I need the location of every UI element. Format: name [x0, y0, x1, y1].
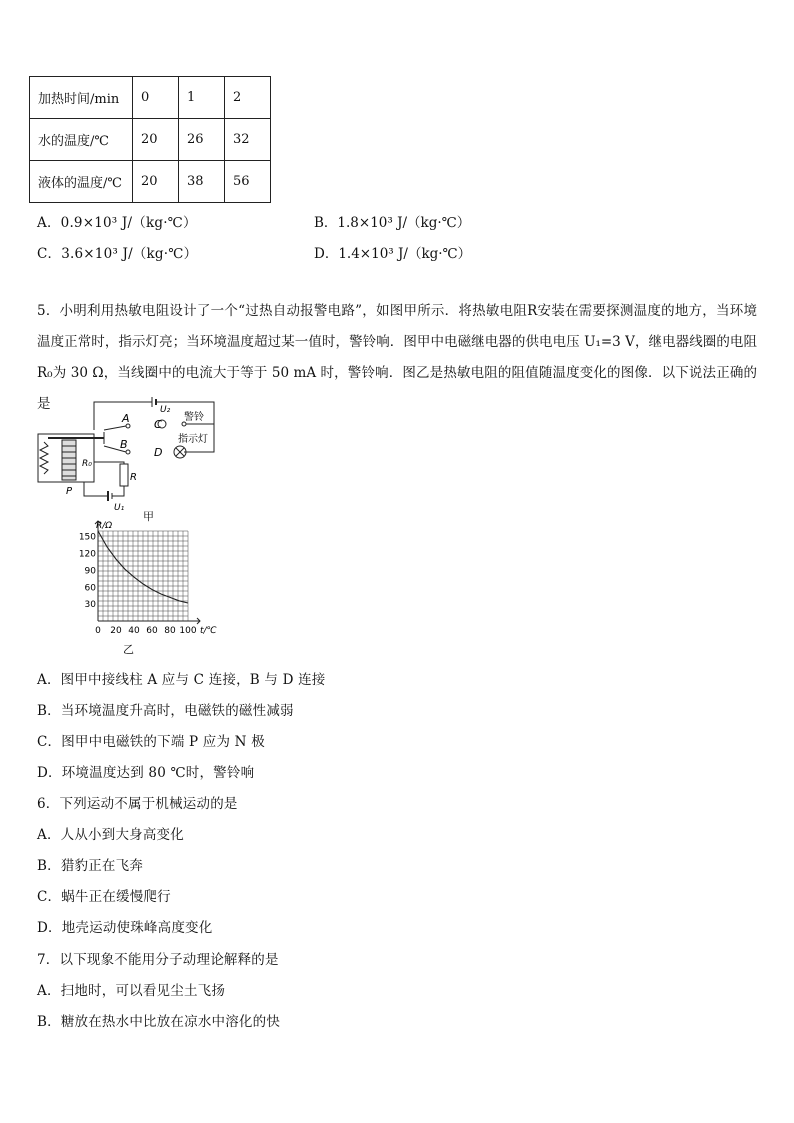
- label-a: A: [122, 412, 130, 425]
- q4-option-b: B．1.8×10³ J/（kg·℃）: [314, 215, 471, 231]
- table-cell: 液体的温度/℃: [30, 161, 133, 203]
- label-lamp: 指示灯: [178, 434, 208, 445]
- x-tick-label: 100: [179, 626, 197, 636]
- y-tick-label: 60: [84, 583, 96, 594]
- q4-option-d: D．1.4×10³ J/（kg·℃）: [314, 246, 472, 262]
- chart-axes: [95, 521, 200, 624]
- data-table: [29, 76, 271, 203]
- x-tick-label: 40: [128, 626, 140, 636]
- q5-option-a: A．图甲中接线柱 A 应与 C 连接，B 与 D 连接: [37, 672, 326, 688]
- table-cell: 水的温度/℃: [30, 119, 133, 161]
- label-u2: U₂: [160, 405, 171, 415]
- chart-grid: [98, 531, 188, 621]
- table-cell: 20: [133, 161, 179, 203]
- label-c: C: [154, 418, 162, 431]
- q6-option-c: C．蜗牛正在缓慢爬行: [37, 889, 171, 905]
- q6-stem: 6．下列运动不属于机械运动的是: [37, 796, 238, 812]
- table-cell: 56: [225, 161, 271, 203]
- q6-option-b: B．猎豹正在飞奔: [37, 858, 144, 874]
- label-b: B: [120, 438, 128, 451]
- table-cell: 20: [133, 119, 179, 161]
- q5-option-b: B．当环境温度升高时，电磁铁的磁性减弱: [37, 703, 294, 719]
- q5-option-d: D．环境温度达到 80 ℃时，警铃响: [37, 765, 255, 781]
- x-tick-label: 0: [95, 626, 101, 636]
- table-cell: 0: [133, 77, 179, 119]
- label-r0: R₀: [82, 459, 92, 469]
- q6-option-a: A．人从小到大身高变化: [37, 827, 184, 843]
- x-tick-label: 60: [146, 626, 158, 636]
- q6-option-d: D．地壳运动使珠峰高度变化: [37, 920, 213, 936]
- table-cell: 32: [225, 119, 271, 161]
- label-u1: U₁: [114, 503, 125, 512]
- q7-stem: 7．以下现象不能用分子动理论解释的是: [37, 952, 279, 968]
- axis-lines: [95, 521, 200, 624]
- q7-option-b: B．糖放在热水中比放在凉水中溶化的快: [37, 1014, 281, 1030]
- table-cell: 加热时间/min: [30, 77, 133, 119]
- q5-stem: 5．小明利用热敏电阻设计了一个“过热自动报警电路”，如图甲所示．将热敏电阻R安装在需要探测温度的地方，当环境温度正常时，指示灯亮；当环境温度超过某一值时，警铃响．图甲中电磁继电器的供电电压 U₁=3 V，继电器线圈的电阻 R₀为 30 Ω，当线圈中的电流大于等于 50 mA 时，警铃响．图乙是热敏电阻的阻值随温度变化的图像．以下说法正确的是: [37, 303, 757, 412]
- table-row: [30, 161, 271, 203]
- circuit-diagram: [34, 392, 224, 512]
- y-tick-label: 120: [78, 549, 96, 560]
- table-cell: 26: [179, 119, 225, 161]
- figure-caption-jia: 甲: [143, 510, 154, 523]
- chart-x-label: t/℃: [200, 626, 217, 636]
- table-row: [30, 119, 271, 161]
- table-row: [30, 77, 271, 119]
- label-r: R: [130, 472, 137, 483]
- label-d: D: [154, 446, 163, 459]
- x-tick-label: 20: [110, 626, 122, 636]
- q5-option-c: C．图甲中电磁铁的下端 P 应为 N 极: [37, 734, 265, 750]
- y-tick-label: 90: [84, 566, 96, 577]
- chart-y-label: R/Ω: [96, 521, 113, 531]
- q4-option-c: C．3.6×10³ J/（kg·℃）: [37, 246, 198, 262]
- x-tick-label: 80: [164, 626, 176, 636]
- label-bell: 警铃: [184, 412, 204, 423]
- q7-option-a: A．扫地时，可以看见尘土飞扬: [37, 983, 226, 999]
- label-p: P: [66, 486, 73, 497]
- table-cell: 38: [179, 161, 225, 203]
- table-cell: 1: [179, 77, 225, 119]
- y-tick-label: 30: [84, 600, 96, 611]
- figure-caption-yi: 乙: [123, 643, 134, 656]
- resistance-temperature-chart: [72, 518, 232, 640]
- y-tick-label: 150: [78, 532, 96, 543]
- q4-option-a: A．0.9×10³ J/（kg·℃）: [37, 215, 197, 231]
- table-cell: 2: [225, 77, 271, 119]
